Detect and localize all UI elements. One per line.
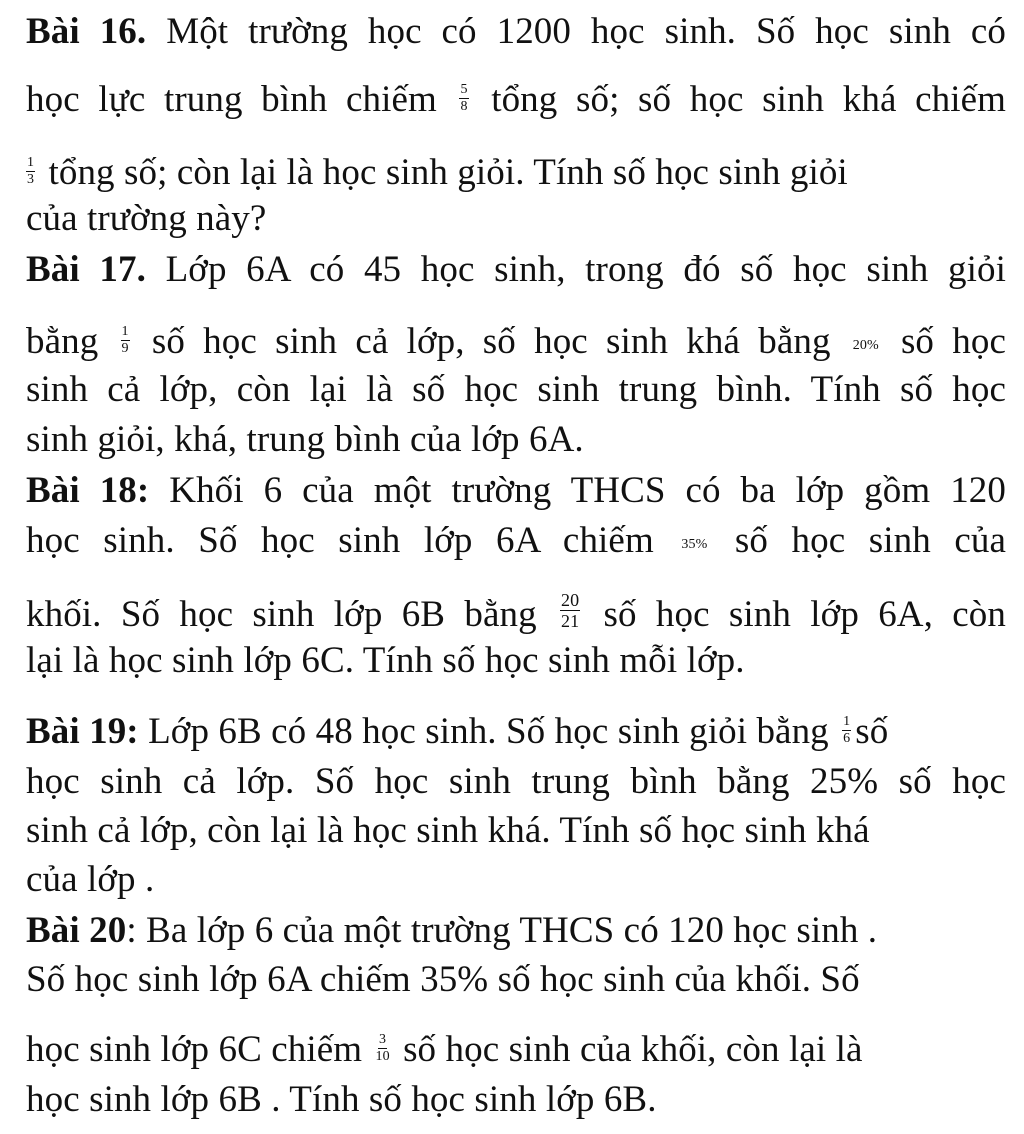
problem-18-line-1: Bài 18: Khối 6 của một trường THCS có ba lớp gồm 120 [26,470,1006,511]
problem-16-label: Bài 16. [26,11,147,52]
problem-19-line-4: của lớp . [26,859,155,900]
problem-19-line-2: học sinh cả lớp. Số học sinh trung bình bằng 25% số học [26,761,1006,802]
problem-17-line-2: bằng $\frac{1}{9}$ số học sinh cả lớp, số học sinh khá bằng 20% số học [26,321,1006,362]
problem-18-line-4: lại là học sinh lớp 6C. Tính số học sinh mỗi lớp. [26,640,745,681]
problem-17-label: Bài 17. [26,249,146,290]
fraction-1-3: $\frac{1}{3}$ [27,155,35,187]
problem-16-line-3: $\frac{1}{3}$ tổng số; còn lại là học sinh giỏi. Tính số học sinh giỏi [27,152,848,193]
fraction-5-8: $\frac{5}{8}$ [460,82,468,114]
problem-17-line-4: sinh giỏi, khá, trung bình của lớp 6A. [26,419,584,460]
problem-19-label: Bài 19: [26,711,139,752]
fraction-1-9: $\frac{1}{9}$ [121,324,129,356]
fraction-1-6: $\frac{1}{6}$ [843,714,851,746]
problem-20-line-1: Bài 20: Ba lớp 6 của một trường THCS có 120 học sinh . [26,910,878,951]
fraction-20-21: $\frac{20}{21}$ [561,590,580,631]
problem-18-line-2: học sinh. Số học sinh lớp 6A chiếm 35% số học sinh của [26,520,1006,561]
problem-20-label: Bài 20 [26,910,127,951]
problem-17-line-3: sinh cả lớp, còn lại là số học sinh trung bình. Tính số học [26,369,1006,410]
problem-20-line-3: học sinh lớp 6C chiếm $\frac{3}{10}$ số học sinh của khối, còn lại là [26,1029,863,1070]
problem-16-line-2: học lực trung bình chiếm $\frac{5}{8}$ tổng số; số học sinh khá chiếm [26,79,1006,120]
percent-20: 20% [852,338,879,353]
problem-16-line-1: Bài 16. Một trường học có 1200 học sinh. Số học sinh có [26,11,1006,52]
problem-18-label: Bài 18: [26,470,150,511]
problem-16-line-4: của trường này? [26,198,267,239]
problem-19-line-3: sinh cả lớp, còn lại là học sinh khá. Tính số học sinh khá [26,810,870,851]
percent-35: 35% [681,537,708,552]
problem-20-line-2: Số học sinh lớp 6A chiếm 35% số học sinh của khối. Số [26,959,860,1000]
problem-20-line-4: học sinh lớp 6B . Tính số học sinh lớp 6B. [26,1079,657,1120]
problem-18-line-3: khối. Số học sinh lớp 6B bằng $\frac{20}{21}$ số học sinh lớp 6A, còn [26,590,1006,635]
problem-17-line-1: Bài 17. Lớp 6A có 45 học sinh, trong đó số học sinh giỏi [26,249,1006,290]
problem-19-line-1: Bài 19: Lớp 6B có 48 học sinh. Số học sinh giỏi bằng $\frac{1}{6}$ số [26,711,889,752]
fraction-3-10: $\frac{3}{10}$ [375,1032,390,1064]
